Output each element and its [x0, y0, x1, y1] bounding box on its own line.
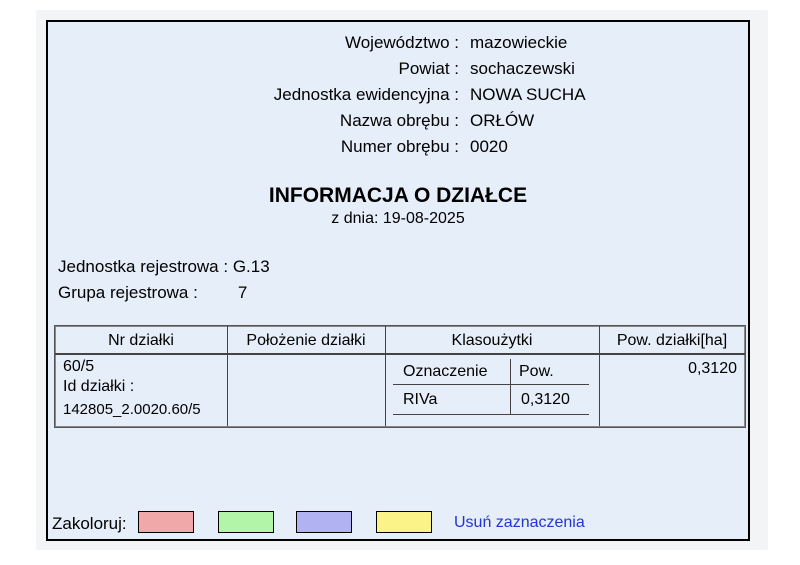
header-row-numer-obrebu	[48, 137, 748, 163]
page-title: INFORMACJA O DZIAŁCE	[268, 184, 528, 207]
header-label: Województwo :	[344, 33, 459, 52]
registry-group-value: 7	[237, 283, 248, 302]
table-header-divider	[55, 353, 745, 355]
parcel-id-label: Id działki :	[63, 378, 135, 395]
parcel-id-value: 142805_2.0020.60/5	[63, 401, 201, 418]
registry-unit-value: G.13	[232, 257, 270, 276]
header-row-powiat	[48, 59, 748, 85]
color-swatch-red[interactable]	[138, 511, 194, 533]
header-value: sochaczewski	[470, 59, 575, 78]
header-label: Powiat :	[398, 59, 459, 78]
report-date: z dnia: 19-08-2025	[331, 210, 465, 227]
registry-group-label: Grupa rejestrowa :	[58, 283, 198, 302]
header-label: Nazwa obrębu :	[339, 111, 459, 130]
subtable-divider	[393, 414, 589, 415]
header-value: ORŁÓW	[470, 111, 535, 130]
header-value: 0020	[470, 137, 508, 156]
subtable-cell-oznaczenie: RIVa	[403, 391, 438, 408]
column-header-polozenie: Położenie działki	[246, 332, 366, 349]
registry-unit	[58, 257, 270, 277]
subtable-cell-pow: 0,3120	[521, 391, 570, 408]
header-label: Numer obrębu :	[340, 137, 459, 156]
column-header-nr: Nr działki	[108, 332, 174, 349]
subtable-header-oznaczenie: Oznaczenie	[403, 363, 488, 380]
header-label: Jednostka ewidencyjna :	[273, 85, 459, 104]
color-swatch-blue[interactable]	[296, 511, 352, 533]
column-header-klasouzytki: Klasoużytki	[451, 332, 533, 349]
header-row-wojewodztwo	[48, 33, 748, 59]
color-swatch-yellow[interactable]	[376, 511, 432, 533]
parcel-area: 0,3120	[688, 360, 737, 377]
parcel-info-panel	[46, 20, 750, 541]
subtable-divider	[393, 384, 589, 385]
header-row-jednostka	[48, 85, 748, 111]
registry-group	[58, 283, 247, 303]
color-swatch-green[interactable]	[218, 511, 274, 533]
subtable-divider	[510, 359, 511, 415]
parcel-number: 60/5	[63, 358, 95, 375]
header-row-nazwa-obrebu	[48, 111, 748, 137]
column-header-pow: Pow. działki[ha]	[616, 332, 728, 349]
registry-unit-label: Jednostka rejestrowa :	[58, 257, 229, 276]
colorize-label: Zakoloruj:	[52, 514, 127, 533]
header-value: mazowieckie	[470, 33, 568, 52]
header-value: NOWA SUCHA	[470, 85, 586, 104]
subtable-header-pow: Pow.	[519, 363, 554, 380]
clear-selection-link[interactable]: Usuń zaznaczenia	[454, 514, 585, 531]
parcel-table	[54, 325, 746, 428]
